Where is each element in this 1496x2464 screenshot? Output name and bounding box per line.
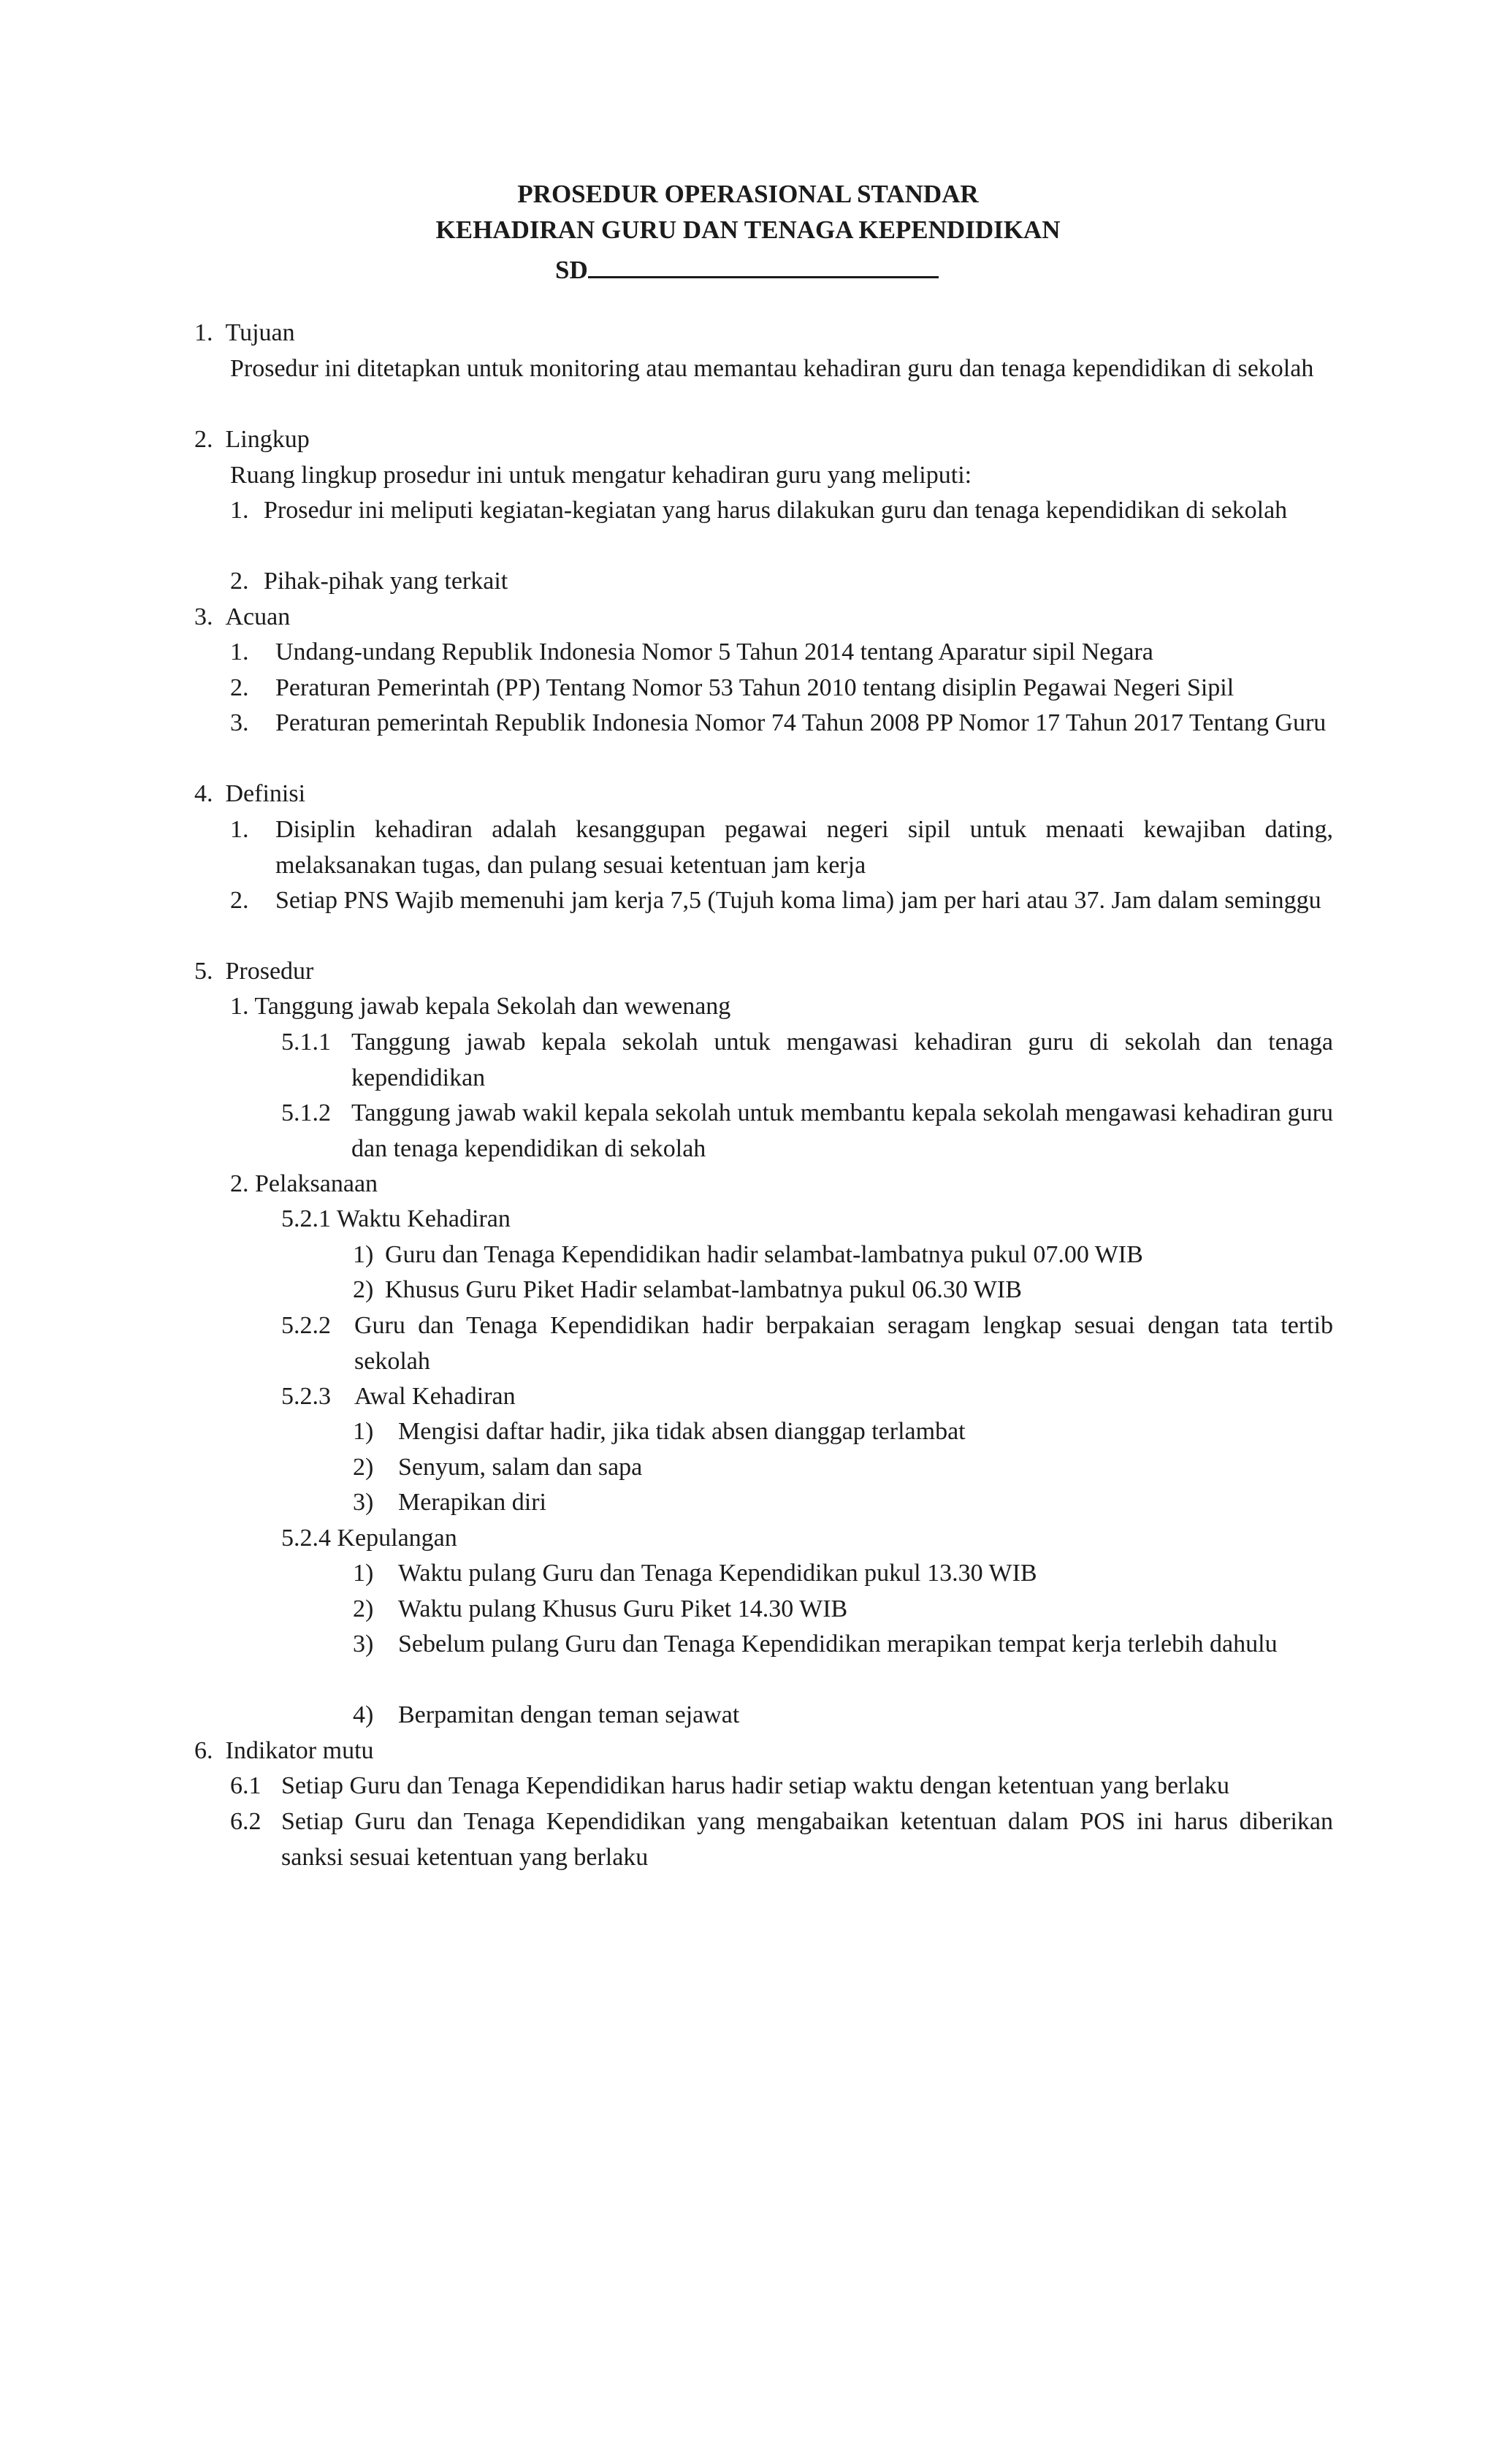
item-number: 1. xyxy=(230,497,249,524)
item-text: Waktu pulang Guru dan Tenaga Kependidikan pukul 13.30 WIB xyxy=(398,1560,1037,1587)
list-item xyxy=(230,564,1333,600)
item-text: Mengisi daftar hadir, jika tidak absen dianggap terlambat xyxy=(398,1418,966,1445)
section-title: Tujuan xyxy=(225,319,295,346)
item-number: 1. xyxy=(230,638,249,665)
section-2-heading xyxy=(194,422,310,458)
section-4-heading xyxy=(194,777,305,812)
item-number: 4) xyxy=(353,1701,374,1728)
item-text: Prosedur ini meliputi kegiatan-kegiatan yang harus dilakukan guru dan tenaga kependidikan di sekolah xyxy=(264,497,1288,524)
section-number: 4. xyxy=(194,780,213,807)
item-number: 5.1.2 xyxy=(281,1099,331,1126)
section-title: Acuan xyxy=(225,603,291,630)
item-number: 6.2 xyxy=(230,1808,262,1835)
item-number: 2) xyxy=(353,1454,374,1481)
item-number: 3) xyxy=(353,1489,374,1516)
list-item xyxy=(230,706,1333,741)
list-item xyxy=(281,1025,1333,1096)
item-text: Sebelum pulang Guru dan Tenaga Kependidikan merapikan tempat kerja terlebih dahulu xyxy=(398,1630,1278,1658)
list-item xyxy=(281,1096,1333,1167)
item-text: Disiplin kehadiran adalah kesanggupan pegawai negeri sipil untuk menaati kewajiban dating, melaksanakan tugas, dan pulang sesuai ketentuan jam kerja xyxy=(275,816,1333,879)
section-5-heading xyxy=(194,954,313,990)
item-text: Waktu pulang Khusus Guru Piket 14.30 WIB xyxy=(398,1595,848,1622)
item-number: 2. xyxy=(230,674,249,701)
section-2-body: Ruang lingkup prosedur ini untuk mengatur kehadiran guru yang meliputi: xyxy=(230,462,972,489)
list-item xyxy=(230,1804,1333,1875)
list-item xyxy=(353,1450,1333,1486)
item-text: Merapikan diri xyxy=(398,1489,546,1516)
section-number: 2. xyxy=(194,426,213,453)
section-3-heading xyxy=(194,600,290,636)
item-text: Guru dan Tenaga Kependidikan hadir berpakaian seragam lengkap sesuai dengan tata tertib sekolah xyxy=(354,1312,1333,1375)
doc-title-line2: KEHADIRAN GURU DAN TENAGA KEPENDIDIKAN xyxy=(435,215,1061,244)
item-number: 1) xyxy=(353,1418,374,1445)
school-name-line xyxy=(555,250,939,288)
list-item xyxy=(230,812,1333,883)
list-item xyxy=(353,1414,1333,1450)
subsection-title: 1. Tanggung jawab kepala Sekolah dan wewenang xyxy=(230,993,731,1020)
subsection-title: 5.2.1 Waktu Kehadiran xyxy=(281,1205,511,1232)
list-item xyxy=(230,635,1333,671)
list-item xyxy=(353,1592,1333,1628)
list-item xyxy=(353,1485,1333,1521)
item-text: Berpamitan dengan teman sejawat xyxy=(398,1701,740,1728)
list-item xyxy=(353,1273,1333,1308)
item-text: Setiap PNS Wajib memenuhi jam kerja 7,5 (Tujuh koma lima) jam per hari atau 37. Jam dalam seminggu xyxy=(275,887,1321,914)
section-title: Indikator mutu xyxy=(225,1737,374,1764)
school-name-blank xyxy=(588,250,939,278)
list-item xyxy=(281,1308,1333,1379)
item-text: Setiap Guru dan Tenaga Kependidikan harus hadir setiap waktu dengan ketentuan yang berlaku xyxy=(281,1772,1230,1799)
section-title: Definisi xyxy=(225,780,306,807)
list-item xyxy=(230,1769,1333,1804)
list-item xyxy=(353,1627,1333,1663)
item-number: 2) xyxy=(353,1276,374,1303)
section-title: Lingkup xyxy=(225,426,310,453)
item-text: Setiap Guru dan Tenaga Kependidikan yang mengabaikan ketentuan dalam POS ini harus diberikan sanksi sesuai ketentuan yang berlaku xyxy=(281,1808,1333,1871)
section-number: 1. xyxy=(194,319,213,346)
item-text: Tanggung jawab kepala sekolah untuk mengawasi kehadiran guru di sekolah dan tenaga kependidikan xyxy=(351,1029,1333,1091)
item-text: Senyum, salam dan sapa xyxy=(398,1454,643,1481)
item-number: 6.1 xyxy=(230,1772,262,1799)
list-item xyxy=(353,1556,1333,1592)
item-number: 5.1.1 xyxy=(281,1029,331,1056)
item-number: 2. xyxy=(230,568,249,595)
subsection-heading xyxy=(281,1379,1333,1415)
section-1-body: Prosedur ini ditetapkan untuk monitoring atau memantau kehadiran guru dan tenaga kependidikan di sekolah xyxy=(230,355,1314,382)
list-item xyxy=(353,1698,1333,1733)
item-text: Tanggung jawab wakil kepala sekolah untuk membantu kepala sekolah mengawasi kehadiran guru dan tenaga kependidikan di sekolah xyxy=(351,1099,1333,1162)
item-number: 3) xyxy=(353,1630,374,1658)
section-1-heading xyxy=(194,316,295,351)
item-number: 2. xyxy=(230,887,249,914)
item-number: 2) xyxy=(353,1595,374,1622)
subsection-title: 2. Pelaksanaan xyxy=(230,1170,378,1197)
item-text: Undang-undang Republik Indonesia Nomor 5 Tahun 2014 tentang Aparatur sipil Negara xyxy=(275,638,1153,665)
item-number: 5.2.2 xyxy=(281,1312,331,1339)
section-title: Prosedur xyxy=(225,958,314,985)
item-text: Pihak-pihak yang terkait xyxy=(264,568,508,595)
item-number: 5.2.3 xyxy=(281,1383,331,1410)
item-number: 3. xyxy=(230,709,249,736)
item-text: Guru dan Tenaga Kependidikan hadir selambat-lambatnya pukul 07.00 WIB xyxy=(385,1241,1143,1268)
section-number: 3. xyxy=(194,603,213,630)
item-number: 1) xyxy=(353,1560,374,1587)
doc-title-line1: PROSEDUR OPERASIONAL STANDAR xyxy=(517,180,979,208)
list-item xyxy=(230,883,1333,919)
item-number: 1) xyxy=(353,1241,374,1268)
section-number: 6. xyxy=(194,1737,213,1764)
subsection-title: 5.2.4 Kepulangan xyxy=(281,1525,457,1552)
item-text: Peraturan pemerintah Republik Indonesia Nomor 74 Tahun 2008 PP Nomor 17 Tahun 2017 Tentang Guru xyxy=(275,709,1327,736)
school-prefix: SD xyxy=(555,256,588,284)
list-item xyxy=(353,1237,1333,1273)
list-item xyxy=(230,493,1333,529)
section-number: 5. xyxy=(194,958,213,985)
item-number: 1. xyxy=(230,816,249,843)
list-item xyxy=(230,671,1333,706)
subsection-title: Awal Kehadiran xyxy=(354,1383,516,1410)
section-6-heading xyxy=(194,1733,374,1769)
item-text: Khusus Guru Piket Hadir selambat-lambatnya pukul 06.30 WIB xyxy=(385,1276,1022,1303)
item-text: Peraturan Pemerintah (PP) Tentang Nomor 53 Tahun 2010 tentang disiplin Pegawai Negeri Sipil xyxy=(275,674,1234,701)
